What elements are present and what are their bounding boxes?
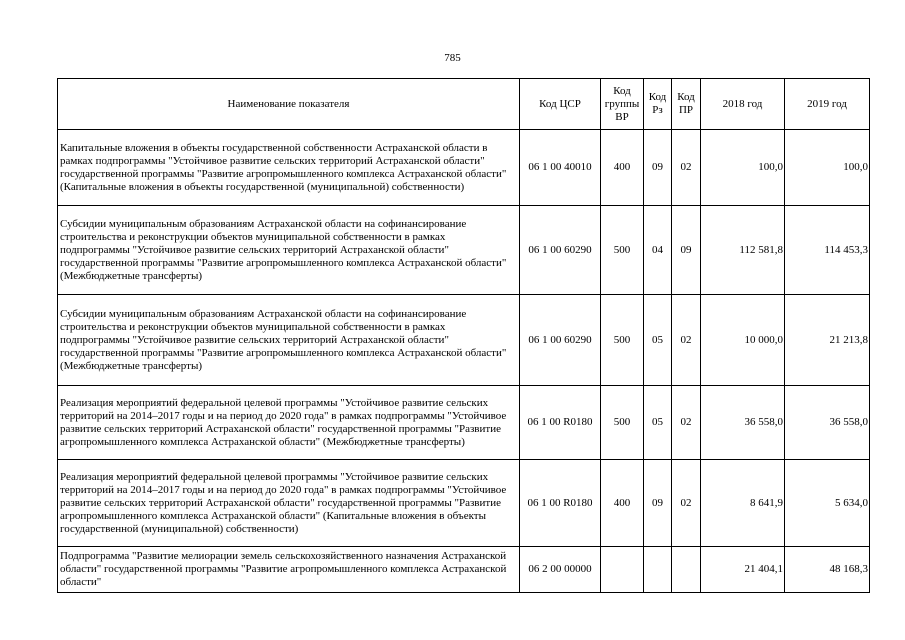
row-rz: 04 [644, 206, 672, 295]
row-rz [644, 547, 672, 593]
header-vr-line: ВР [615, 110, 629, 123]
row-rz: 05 [644, 295, 672, 386]
row-rz: 09 [644, 130, 672, 206]
row-name: Субсидии муниципальным образованиям Астраханской области на софинансирование строительства и реконструкции объектов муниципальной собственности в рамках подпрограммы "Устойчивое развитие сельских территорий Астраханской области" государственной программы "Развитие агропромышленного комплекса Астраханской области" (Межбюджетные трансферты) [58, 206, 520, 295]
row-pr [672, 547, 701, 593]
table-row [58, 386, 870, 460]
row-csr: 06 1 00 R0180 [520, 386, 601, 460]
row-2019: 100,0 [785, 130, 870, 206]
header-vr-line: Код [613, 84, 631, 97]
row-2019: 48 168,3 [785, 547, 870, 593]
row-2019: 36 558,0 [785, 386, 870, 460]
row-2018: 8 641,9 [701, 460, 785, 547]
row-2019: 114 453,3 [785, 206, 870, 295]
row-csr: 06 1 00 40010 [520, 130, 601, 206]
row-csr: 06 1 00 60290 [520, 206, 601, 295]
header-vr [601, 79, 644, 130]
header-rz-line: Код [648, 91, 667, 103]
header-name: Наименование показателя [58, 79, 520, 130]
header-vr-line: группы [604, 97, 640, 110]
header-rz-line: Рз [652, 104, 663, 116]
row-vr: 400 [601, 130, 644, 206]
table-row [58, 130, 870, 206]
row-2018: 21 404,1 [701, 547, 785, 593]
row-2018: 36 558,0 [701, 386, 785, 460]
table-row [58, 295, 870, 386]
row-2018: 10 000,0 [701, 295, 785, 386]
header-2018: 2018 год [701, 79, 785, 130]
row-name: Субсидии муниципальным образованиям Астраханской области на софинансирование строительства и реконструкции объектов муниципальной собственности в рамках подпрограммы "Устойчивое развитие сельских территорий Астраханской области" государственной программы "Развитие агропромышленного комплекса Астраханской области" (Межбюджетные трансферты) [58, 295, 520, 386]
page-number: 785 [444, 52, 461, 64]
header-csr: Код ЦСР [520, 79, 601, 130]
row-csr: 06 1 00 60290 [520, 295, 601, 386]
row-rz: 05 [644, 386, 672, 460]
row-2018: 112 581,8 [701, 206, 785, 295]
row-2018: 100,0 [701, 130, 785, 206]
row-pr: 02 [672, 386, 701, 460]
row-pr: 09 [672, 206, 701, 295]
row-name: Реализация мероприятий федеральной целевой программы "Устойчивое развитие сельских территорий на 2014–2017 годы и на период до 2020 года" в рамках подпрограммы "Устойчивое развитие сельских территорий Астраханской области" государственной программы "Развитие агропромышленного комплекса Астраханской области" (Капитальные вложения в объекты государственной (муниципальной) собственности) [58, 460, 520, 547]
table-row [58, 547, 870, 593]
row-name: Капитальные вложения в объекты государственной собственности Астраханской области в рамках подпрограммы "Устойчивое развитие сельских территорий Астраханской области" государственной программы "Развитие агропромышленного комплекса Астраханской области" (Капитальные вложения в объекты государственной (муниципальной) собственности) [58, 130, 520, 206]
row-vr [601, 547, 644, 593]
row-name: Подпрограмма "Развитие мелиорации земель сельскохозяйственного назначения Астраханской области" государственной программы "Развитие агропромышленного комплекса Астраханской области" [58, 547, 520, 593]
header-pr-line: ПР [678, 104, 694, 116]
row-vr: 400 [601, 460, 644, 547]
budget-table [57, 78, 870, 593]
row-csr: 06 1 00 R0180 [520, 460, 601, 547]
row-vr: 500 [601, 206, 644, 295]
row-2019: 21 213,8 [785, 295, 870, 386]
header-rz [644, 79, 672, 130]
header-pr [672, 79, 701, 130]
row-pr: 02 [672, 460, 701, 547]
header-2019: 2019 год [785, 79, 870, 130]
row-name: Реализация мероприятий федеральной целевой программы "Устойчивое развитие сельских территорий на 2014–2017 годы и на период до 2020 года" в рамках подпрограммы "Устойчивое развитие сельских территорий Астраханской области" государственной программы "Развитие агропромышленного комплекса Астраханской области" (Межбюджетные трансферты) [58, 386, 520, 460]
row-rz: 09 [644, 460, 672, 547]
header-pr-line: Код [677, 91, 695, 103]
table-row [58, 206, 870, 295]
row-vr: 500 [601, 386, 644, 460]
row-pr: 02 [672, 130, 701, 206]
table-row [58, 460, 870, 547]
row-pr: 02 [672, 295, 701, 386]
row-2019: 5 634,0 [785, 460, 870, 547]
row-csr: 06 2 00 00000 [520, 547, 601, 593]
row-vr: 500 [601, 295, 644, 386]
table-header-row [58, 79, 870, 130]
